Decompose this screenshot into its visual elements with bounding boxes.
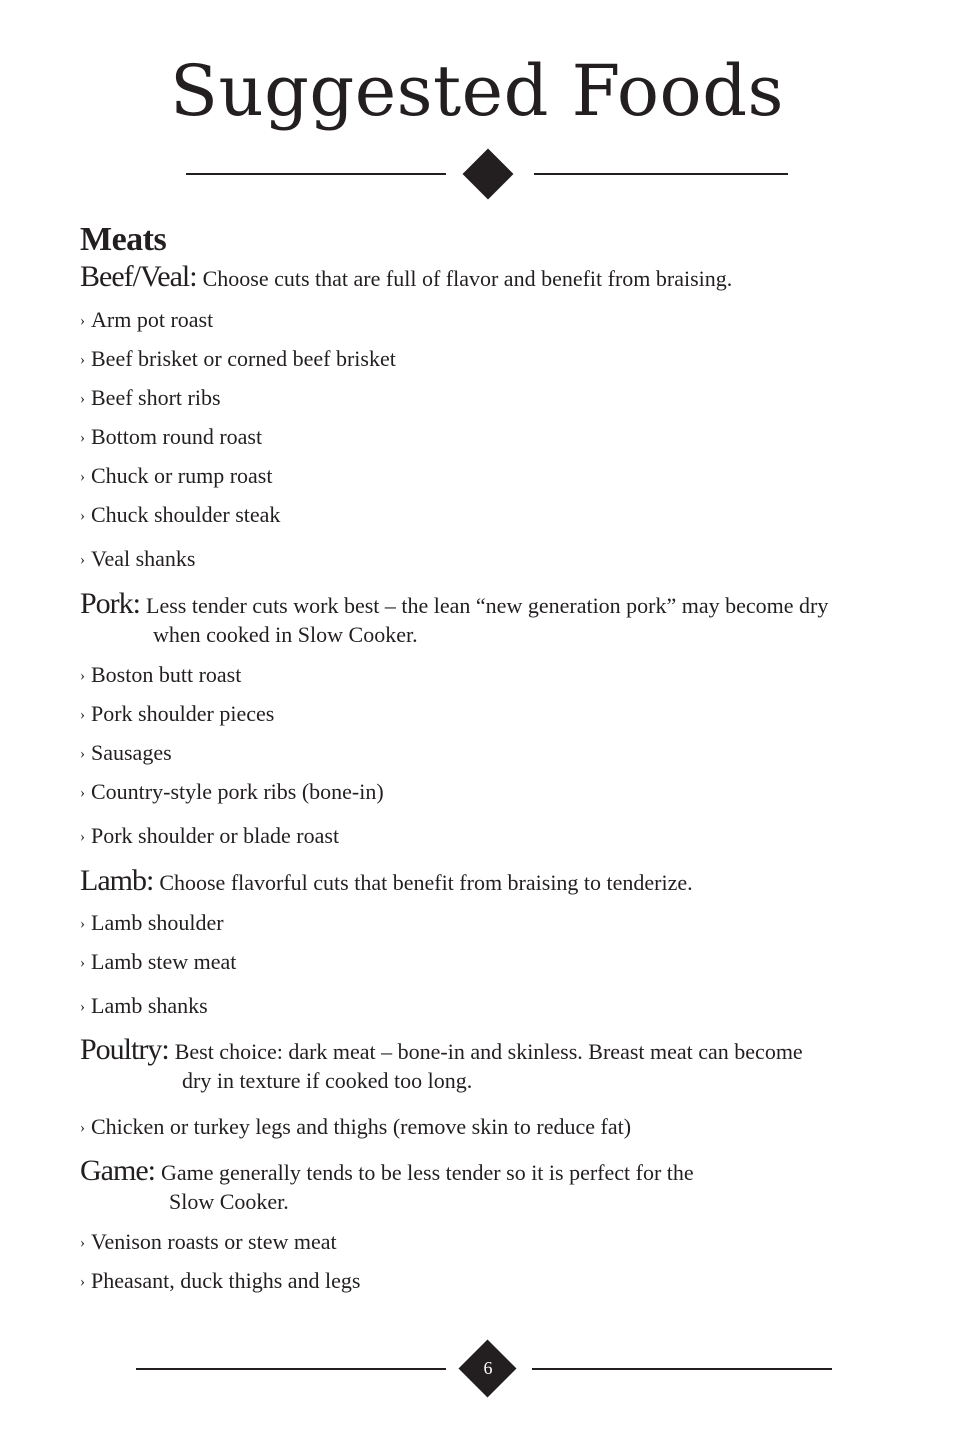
bullet-icon: › <box>80 391 85 407</box>
bullet-icon: › <box>80 508 85 524</box>
bullet-icon: › <box>80 916 85 932</box>
bullet-icon: › <box>80 1274 85 1290</box>
bullet-icon: › <box>80 746 85 762</box>
section-heading: Meats <box>80 221 167 258</box>
category-label: Beef/Veal: <box>80 260 197 293</box>
list-item: › Pork shoulder pieces <box>80 701 275 726</box>
category-beef-veal <box>80 262 732 293</box>
category-description: Choose flavorful cuts that benefit from braising to tenderize. <box>159 870 693 895</box>
list-item: › Lamb shanks <box>80 993 208 1018</box>
list-item: › Chuck or rump roast <box>80 463 273 488</box>
list-item: › Sausages <box>80 740 172 765</box>
list-item: › Boston butt roast <box>80 662 242 687</box>
list-item: › Chuck shoulder steak <box>80 502 281 527</box>
list-item: › Beef brisket or corned beef brisket <box>80 346 396 371</box>
title-divider-left <box>186 173 446 175</box>
bullet-icon: › <box>80 668 85 684</box>
list-item: › Lamb shoulder <box>80 910 224 935</box>
category-label: Lamb: <box>80 864 154 897</box>
page-number: 6 <box>483 1358 493 1378</box>
bullet-icon: › <box>80 707 85 723</box>
bullet-icon: › <box>80 955 85 971</box>
bullet-icon: › <box>80 1120 85 1136</box>
bullet-icon: › <box>80 1235 85 1251</box>
category-description-continued: dry in texture if cooked too long. <box>182 1068 473 1093</box>
list-item: › Venison roasts or stew meat <box>80 1229 337 1254</box>
list-item: › Chicken or turkey legs and thighs (remove skin to reduce fat) <box>80 1114 632 1139</box>
category-description: Less tender cuts work best – the lean “new generation pork” may become dry <box>146 593 829 618</box>
footer-divider-left <box>136 1368 446 1370</box>
category-description-continued: when cooked in Slow Cooker. <box>153 622 418 647</box>
list-item: › Pork shoulder or blade roast <box>80 823 340 848</box>
category-label: Poultry: <box>80 1033 169 1066</box>
title-divider-right <box>534 173 788 175</box>
category-description: Game generally tends to be less tender so it is perfect for the <box>160 1160 694 1185</box>
category-label: Pork: <box>80 587 141 620</box>
bullet-icon: › <box>80 785 85 801</box>
bullet-icon: › <box>80 999 85 1015</box>
title-divider-diamond <box>463 149 514 200</box>
bullet-icon: › <box>80 829 85 845</box>
category-description: Choose cuts that are full of flavor and benefit from braising. <box>202 266 733 291</box>
bullet-icon: › <box>80 552 85 568</box>
page-title: Suggested Foods <box>170 50 784 132</box>
list-item: › Arm pot roast <box>80 307 214 332</box>
category-poultry <box>80 1035 803 1095</box>
category-label: Game: <box>80 1154 155 1187</box>
bullet-icon: › <box>80 430 85 446</box>
category-pork <box>80 589 828 649</box>
list-item: › Pheasant, duck thighs and legs <box>80 1268 361 1293</box>
category-description-continued: Slow Cooker. <box>169 1189 289 1214</box>
category-game <box>80 1156 694 1216</box>
bullet-icon: › <box>80 352 85 368</box>
list-item: › Veal shanks <box>80 546 196 571</box>
bullet-icon: › <box>80 313 85 329</box>
list-item: › Bottom round roast <box>80 424 263 449</box>
list-item: › Lamb stew meat <box>80 949 237 974</box>
list-item: › Country-style pork ribs (bone-in) <box>80 779 384 804</box>
category-description: Best choice: dark meat – bone-in and skinless. Breast meat can become <box>174 1039 803 1064</box>
footer-divider-right <box>532 1368 832 1370</box>
category-lamb <box>80 866 693 897</box>
list-item: › Beef short ribs <box>80 385 221 410</box>
bullet-icon: › <box>80 469 85 485</box>
